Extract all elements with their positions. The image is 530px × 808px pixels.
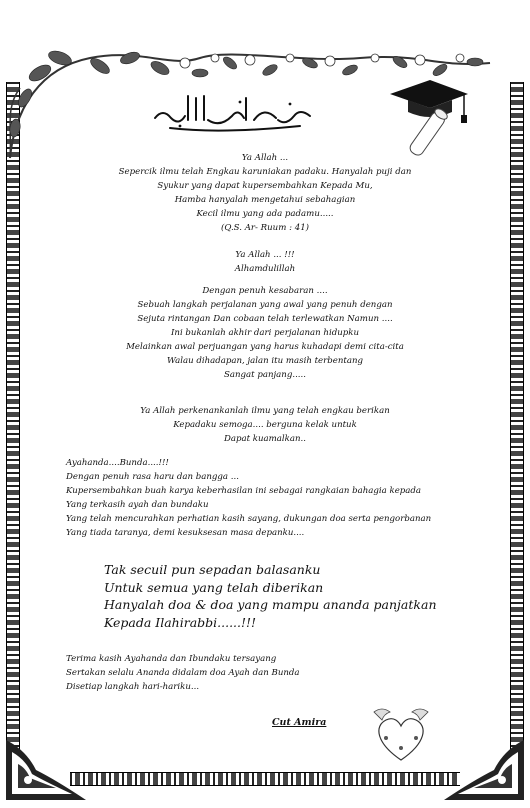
corner-ornament-icon bbox=[6, 720, 86, 800]
signature: Cut Amira bbox=[272, 717, 327, 728]
journey-line: Melainkan awal perjuangan yang harus kuhadapi demi cita-cita bbox=[126, 342, 404, 352]
graduation-cap-icon bbox=[380, 72, 470, 162]
dedication-line: Dengan penuh rasa haru dan bangga ... bbox=[66, 472, 239, 482]
praise-line: Alhamdulillah bbox=[234, 264, 296, 274]
dedication-line: Yang terkasih ayah dan bundaku bbox=[66, 500, 209, 510]
dedication-section bbox=[66, 456, 431, 540]
prayer-line: Ya Allah perkenankanlah ilmu yang telah engkau berikan bbox=[140, 406, 390, 416]
quran-reference: (Q.S. Ar- Ruum : 41) bbox=[220, 223, 310, 233]
closing-line: Sertakan selalu Ananda didalam doa Ayah dan Bunda bbox=[66, 668, 300, 678]
closing-line: Disetiap langkah hari-hariku... bbox=[66, 682, 200, 692]
journey-line: Dengan penuh kesabaran .... bbox=[202, 286, 328, 296]
opening-line: Sepercik ilmu telah Engkau karuniakan padaku. Hanyalah puji dan bbox=[118, 167, 412, 177]
dedication-line: Kupersembahkan buah karya keberhasilan ini sebagai rangkaian bahagia kepada bbox=[66, 486, 422, 496]
dedication-line: Yang tiada taranya, demi kesuksesan masa depanku.... bbox=[66, 528, 305, 538]
journey-line: Sebuah langkah perjalanan yang awal yang penuh dengan bbox=[137, 300, 393, 310]
journey-line: Ini bukanlah akhir dari perjalanan hidupku bbox=[171, 328, 359, 338]
dedication-line: Yang telah mencurahkan perhatian kasih sayang, dukungan doa serta pengorbanan bbox=[66, 514, 432, 524]
prayer-section bbox=[0, 404, 530, 446]
dedication-line: Ayahanda....Bunda....!!! bbox=[66, 458, 169, 468]
poem-line: Hanyalah doa & doa yang mampu ananda panjatkan bbox=[104, 597, 437, 612]
journey-line: Sejuta rintangan Dan cobaan telah terlewatkan Namun .... bbox=[137, 314, 393, 324]
prayer-line: Kepadaku semoga.... berguna kelak untuk bbox=[173, 420, 357, 430]
closing-line: Terima kasih Ayahanda dan Ibundaku tersayang bbox=[66, 654, 277, 664]
praise-line: Ya Allah ... !!! bbox=[235, 250, 295, 260]
opening-heading: Ya Allah ... bbox=[241, 153, 289, 163]
opening-section bbox=[0, 151, 530, 235]
bismillah-calligraphy-icon bbox=[150, 88, 320, 134]
poem-line: Tak secuil pun sepadan balasanku bbox=[104, 562, 321, 577]
journey-line: Walau dihadapan, jalan itu masih terbentang bbox=[167, 356, 363, 366]
journey-line: Sangat panjang..... bbox=[224, 370, 306, 380]
bottom-border bbox=[70, 772, 460, 786]
corner-ornament-icon bbox=[444, 720, 524, 800]
journey-section bbox=[0, 284, 530, 382]
poem-line: Kepada Ilahirabbi......!!! bbox=[104, 614, 257, 630]
opening-line: Kecil ilmu yang ada padamu..... bbox=[196, 209, 334, 219]
opening-line: Hamba hanyalah mengetahui sebahagian bbox=[174, 195, 356, 205]
heart-doves-icon bbox=[366, 698, 436, 768]
poem-line: Untuk semua yang telah diberikan bbox=[104, 579, 324, 595]
closing-section bbox=[66, 652, 300, 694]
opening-line: Syukur yang dapat kupersembahkan Kepada Mu, bbox=[157, 181, 373, 191]
prayer-line: Dapat kuamalkan.. bbox=[223, 434, 307, 444]
poem-section bbox=[104, 561, 437, 631]
praise-section bbox=[0, 248, 530, 276]
